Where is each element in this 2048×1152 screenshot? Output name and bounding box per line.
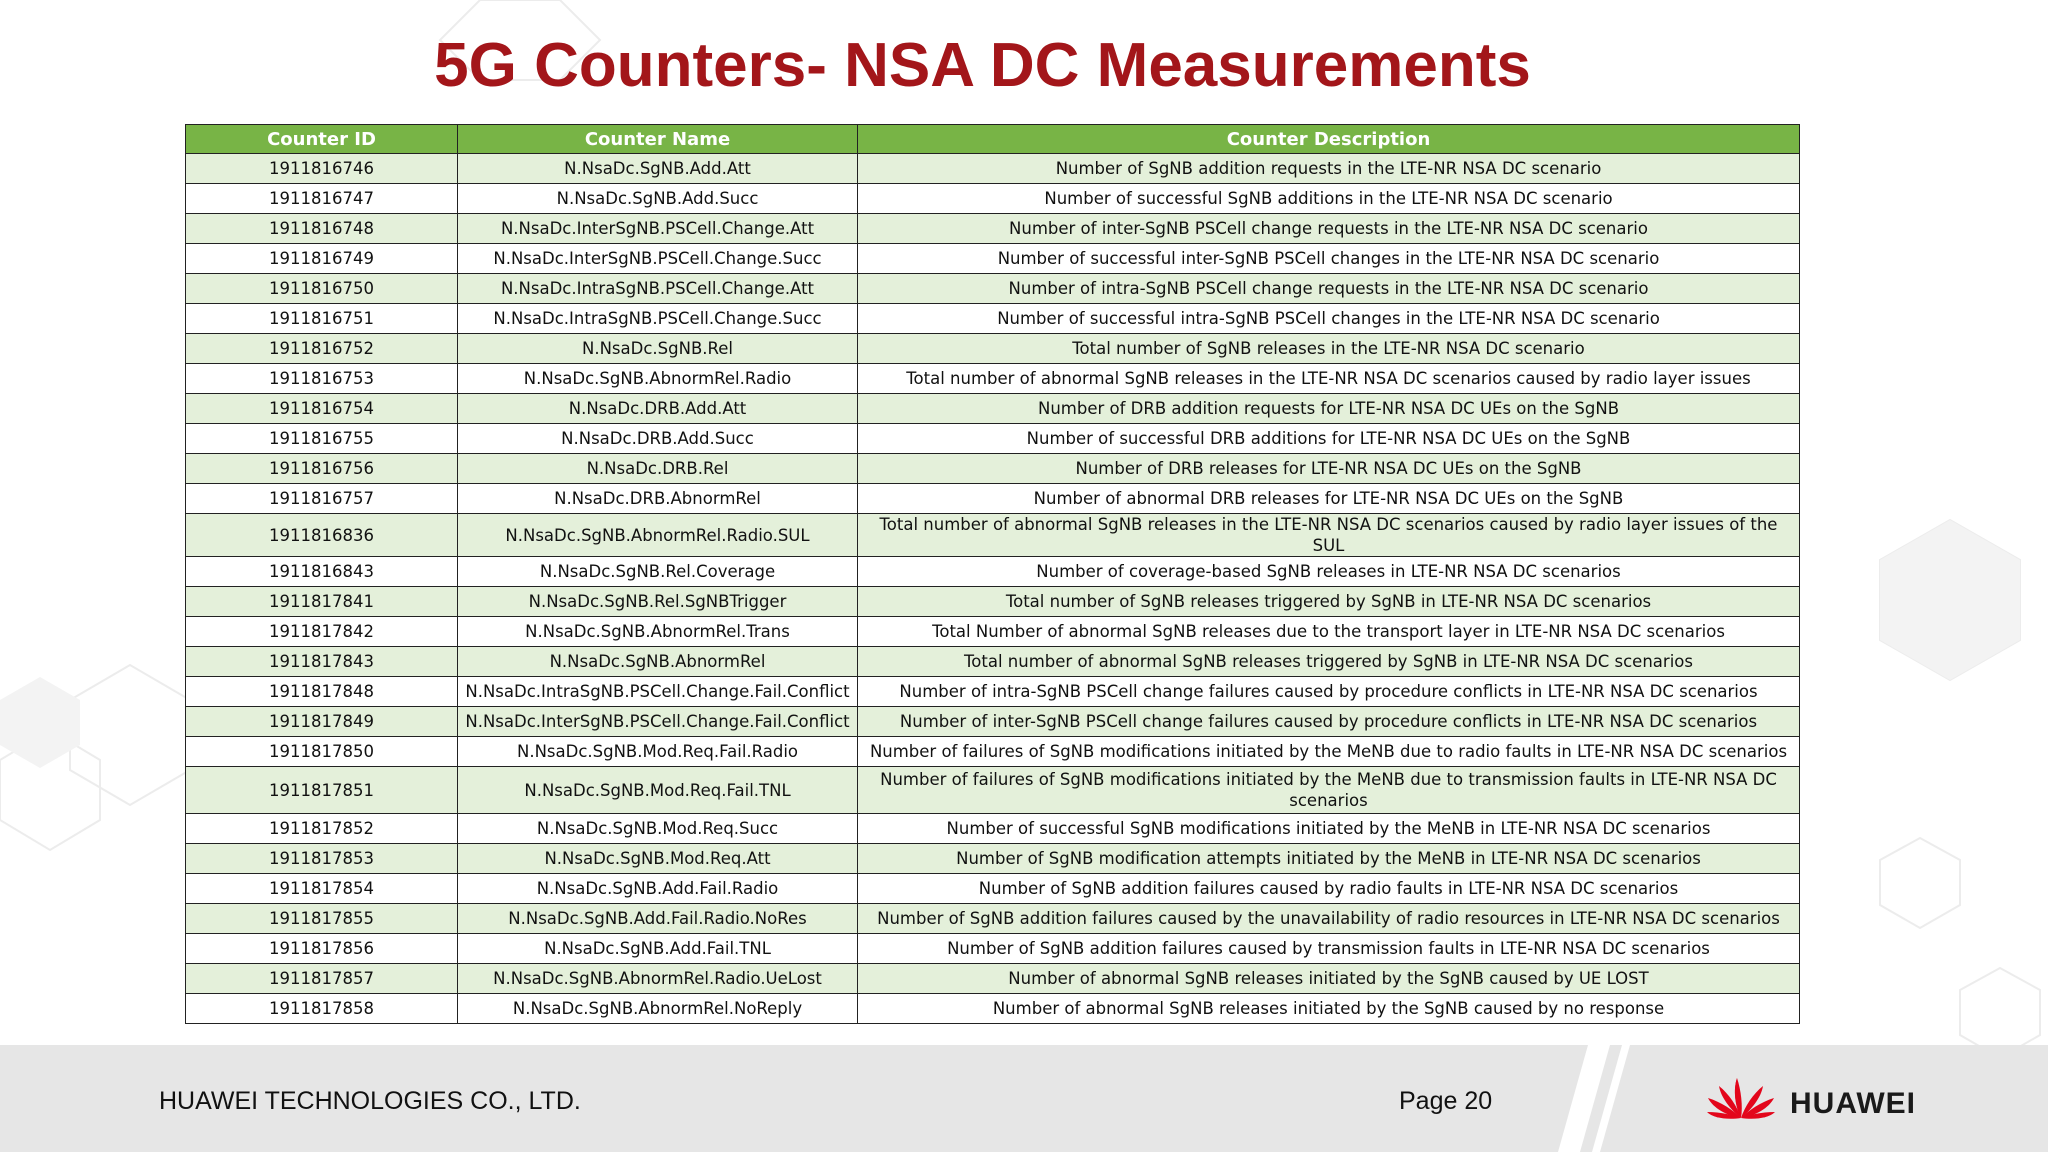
- cell-counter-name: N.NsaDc.SgNB.Add.Succ: [458, 184, 858, 214]
- cell-counter-id: 1911817855: [186, 904, 458, 934]
- cell-counter-name: N.NsaDc.DRB.AbnormRel: [458, 484, 858, 514]
- cell-counter-id: 1911817843: [186, 647, 458, 677]
- cell-counter-name: N.NsaDc.IntraSgNB.PSCell.Change.Succ: [458, 304, 858, 334]
- huawei-logo-text: HUAWEI: [1790, 1087, 1916, 1120]
- cell-counter-name: N.NsaDc.SgNB.Mod.Req.Succ: [458, 814, 858, 844]
- cell-counter-name: N.NsaDc.SgNB.Rel.SgNBTrigger: [458, 587, 858, 617]
- cell-counter-description: Total number of SgNB releases triggered by SgNB in LTE-NR NSA DC scenarios: [858, 587, 1800, 617]
- cell-counter-name: N.NsaDc.InterSgNB.PSCell.Change.Succ: [458, 244, 858, 274]
- cell-counter-description: Number of successful inter-SgNB PSCell changes in the LTE-NR NSA DC scenario: [858, 244, 1800, 274]
- table-row: [186, 424, 1800, 454]
- cell-counter-id: 1911817856: [186, 934, 458, 964]
- cell-counter-name: N.NsaDc.SgNB.AbnormRel.NoReply: [458, 994, 858, 1024]
- cell-counter-description: Number of abnormal DRB releases for LTE-NR NSA DC UEs on the SgNB: [858, 484, 1800, 514]
- table-row: [186, 214, 1800, 244]
- cell-counter-name: N.NsaDc.SgNB.AbnormRel.Radio.SUL: [458, 514, 858, 557]
- cell-counter-name: N.NsaDc.InterSgNB.PSCell.Change.Fail.Conflict: [458, 707, 858, 737]
- table-row: [186, 767, 1800, 814]
- cell-counter-id: 1911816747: [186, 184, 458, 214]
- table-row: [186, 617, 1800, 647]
- cell-counter-id: 1911817850: [186, 737, 458, 767]
- cell-counter-name: N.NsaDc.InterSgNB.PSCell.Change.Att: [458, 214, 858, 244]
- table-row: [186, 184, 1800, 214]
- cell-counter-description: Number of inter-SgNB PSCell change requests in the LTE-NR NSA DC scenario: [858, 214, 1800, 244]
- cell-counter-name: N.NsaDc.SgNB.Mod.Req.Fail.Radio: [458, 737, 858, 767]
- cell-counter-id: 1911816749: [186, 244, 458, 274]
- header-counter-name: Counter Name: [458, 125, 858, 154]
- cell-counter-description: Total number of abnormal SgNB releases in the LTE-NR NSA DC scenarios caused by radio layer issues: [858, 364, 1800, 394]
- cell-counter-id: 1911816746: [186, 154, 458, 184]
- header-counter-id: Counter ID: [186, 125, 458, 154]
- cell-counter-description: Number of abnormal SgNB releases initiated by the SgNB caused by UE LOST: [858, 964, 1800, 994]
- table-row: [186, 484, 1800, 514]
- cell-counter-description: Number of SgNB addition requests in the LTE-NR NSA DC scenario: [858, 154, 1800, 184]
- cell-counter-description: Total number of abnormal SgNB releases triggered by SgNB in LTE-NR NSA DC scenarios: [858, 647, 1800, 677]
- page-number: Page 20: [1399, 1087, 1493, 1115]
- cell-counter-description: Number of coverage-based SgNB releases in LTE-NR NSA DC scenarios: [858, 557, 1800, 587]
- cell-counter-description: Number of abnormal SgNB releases initiated by the SgNB caused by no response: [858, 994, 1800, 1024]
- cell-counter-name: N.NsaDc.SgNB.Add.Fail.Radio.NoRes: [458, 904, 858, 934]
- cell-counter-id: 1911816756: [186, 454, 458, 484]
- table-body: [186, 154, 1800, 1024]
- cell-counter-name: N.NsaDc.SgNB.AbnormRel.Radio.UeLost: [458, 964, 858, 994]
- table-row: [186, 964, 1800, 994]
- table-row: [186, 274, 1800, 304]
- cell-counter-id: 1911817848: [186, 677, 458, 707]
- cell-counter-description: Number of SgNB modification attempts initiated by the MeNB in LTE-NR NSA DC scenarios: [858, 844, 1800, 874]
- table-row: [186, 844, 1800, 874]
- cell-counter-id: 1911816752: [186, 334, 458, 364]
- table-row: [186, 514, 1800, 557]
- cell-counter-description: Total Number of abnormal SgNB releases due to the transport layer in LTE-NR NSA DC scenarios: [858, 617, 1800, 647]
- cell-counter-description: Number of DRB releases for LTE-NR NSA DC UEs on the SgNB: [858, 454, 1800, 484]
- cell-counter-name: N.NsaDc.SgNB.Add.Att: [458, 154, 858, 184]
- cell-counter-name: N.NsaDc.SgNB.Mod.Req.Fail.TNL: [458, 767, 858, 814]
- cell-counter-id: 1911817841: [186, 587, 458, 617]
- cell-counter-description: Number of successful DRB additions for LTE-NR NSA DC UEs on the SgNB: [858, 424, 1800, 454]
- cell-counter-name: N.NsaDc.SgNB.Rel.Coverage: [458, 557, 858, 587]
- table-row: [186, 814, 1800, 844]
- cell-counter-name: N.NsaDc.IntraSgNB.PSCell.Change.Fail.Conflict: [458, 677, 858, 707]
- cell-counter-name: N.NsaDc.SgNB.AbnormRel: [458, 647, 858, 677]
- cell-counter-id: 1911816757: [186, 484, 458, 514]
- table-row: [186, 154, 1800, 184]
- cell-counter-id: 1911816754: [186, 394, 458, 424]
- cell-counter-name: N.NsaDc.SgNB.AbnormRel.Trans: [458, 617, 858, 647]
- cell-counter-id: 1911816748: [186, 214, 458, 244]
- cell-counter-id: 1911816843: [186, 557, 458, 587]
- cell-counter-name: N.NsaDc.DRB.Add.Succ: [458, 424, 858, 454]
- cell-counter-id: 1911816755: [186, 424, 458, 454]
- cell-counter-id: 1911816751: [186, 304, 458, 334]
- header-counter-description: Counter Description: [858, 125, 1800, 154]
- cell-counter-description: Number of SgNB addition failures caused by the unavailability of radio resources in LTE-NR NSA DC scenarios: [858, 904, 1800, 934]
- cell-counter-description: Number of successful SgNB modifications initiated by the MeNB in LTE-NR NSA DC scenarios: [858, 814, 1800, 844]
- cell-counter-id: 1911816836: [186, 514, 458, 557]
- table-row: [186, 707, 1800, 737]
- table-row: [186, 364, 1800, 394]
- cell-counter-name: N.NsaDc.SgNB.Add.Fail.Radio: [458, 874, 858, 904]
- cell-counter-id: 1911816750: [186, 274, 458, 304]
- table-row: [186, 557, 1800, 587]
- table-row: [186, 304, 1800, 334]
- cell-counter-name: N.NsaDc.DRB.Rel: [458, 454, 858, 484]
- table-row: [186, 737, 1800, 767]
- table-row: [186, 904, 1800, 934]
- counters-table: [185, 124, 1800, 1024]
- cell-counter-description: Total number of SgNB releases in the LTE-NR NSA DC scenario: [858, 334, 1800, 364]
- cell-counter-description: Number of successful intra-SgNB PSCell changes in the LTE-NR NSA DC scenario: [858, 304, 1800, 334]
- page-title: 5G Counters- NSA DC Measurements: [434, 31, 1531, 100]
- footer-company: HUAWEI TECHNOLOGIES CO., LTD.: [159, 1087, 581, 1115]
- cell-counter-description: Number of SgNB addition failures caused by radio faults in LTE-NR NSA DC scenarios: [858, 874, 1800, 904]
- cell-counter-id: 1911817851: [186, 767, 458, 814]
- cell-counter-name: N.NsaDc.SgNB.Rel: [458, 334, 858, 364]
- table-row: [186, 647, 1800, 677]
- table-row: [186, 334, 1800, 364]
- cell-counter-id: 1911816753: [186, 364, 458, 394]
- table-row: [186, 587, 1800, 617]
- cell-counter-description: Number of SgNB addition failures caused by transmission faults in LTE-NR NSA DC scenarios: [858, 934, 1800, 964]
- cell-counter-id: 1911817857: [186, 964, 458, 994]
- table-row: [186, 874, 1800, 904]
- cell-counter-description: Number of intra-SgNB PSCell change requests in the LTE-NR NSA DC scenario: [858, 274, 1800, 304]
- table-row: [186, 677, 1800, 707]
- cell-counter-description: Total number of abnormal SgNB releases in the LTE-NR NSA DC scenarios caused by radio layer issues of the SUL: [858, 514, 1800, 557]
- cell-counter-description: Number of failures of SgNB modifications initiated by the MeNB due to transmission faults in LTE-NR NSA DC scenarios: [858, 767, 1800, 814]
- cell-counter-description: Number of failures of SgNB modifications initiated by the MeNB due to radio faults in LTE-NR NSA DC scenarios: [858, 737, 1800, 767]
- cell-counter-name: N.NsaDc.SgNB.AbnormRel.Radio: [458, 364, 858, 394]
- cell-counter-name: N.NsaDc.DRB.Add.Att: [458, 394, 858, 424]
- cell-counter-id: 1911817853: [186, 844, 458, 874]
- table-row: [186, 394, 1800, 424]
- table-row: [186, 454, 1800, 484]
- table-row: [186, 934, 1800, 964]
- cell-counter-id: 1911817852: [186, 814, 458, 844]
- table-row: [186, 994, 1800, 1024]
- cell-counter-id: 1911817858: [186, 994, 458, 1024]
- table-row: [186, 244, 1800, 274]
- table-header-row: [186, 125, 1800, 154]
- cell-counter-description: Number of DRB addition requests for LTE-NR NSA DC UEs on the SgNB: [858, 394, 1800, 424]
- cell-counter-id: 1911817854: [186, 874, 458, 904]
- cell-counter-description: Number of successful SgNB additions in the LTE-NR NSA DC scenario: [858, 184, 1800, 214]
- cell-counter-name: N.NsaDc.SgNB.Mod.Req.Att: [458, 844, 858, 874]
- cell-counter-name: N.NsaDc.IntraSgNB.PSCell.Change.Att: [458, 274, 858, 304]
- counters-table-container: [185, 124, 1799, 1024]
- cell-counter-description: Number of inter-SgNB PSCell change failures caused by procedure conflicts in LTE-NR NSA DC scenarios: [858, 707, 1800, 737]
- cell-counter-description: Number of intra-SgNB PSCell change failures caused by procedure conflicts in LTE-NR NSA DC scenarios: [858, 677, 1800, 707]
- cell-counter-name: N.NsaDc.SgNB.Add.Fail.TNL: [458, 934, 858, 964]
- cell-counter-id: 1911817849: [186, 707, 458, 737]
- cell-counter-id: 1911817842: [186, 617, 458, 647]
